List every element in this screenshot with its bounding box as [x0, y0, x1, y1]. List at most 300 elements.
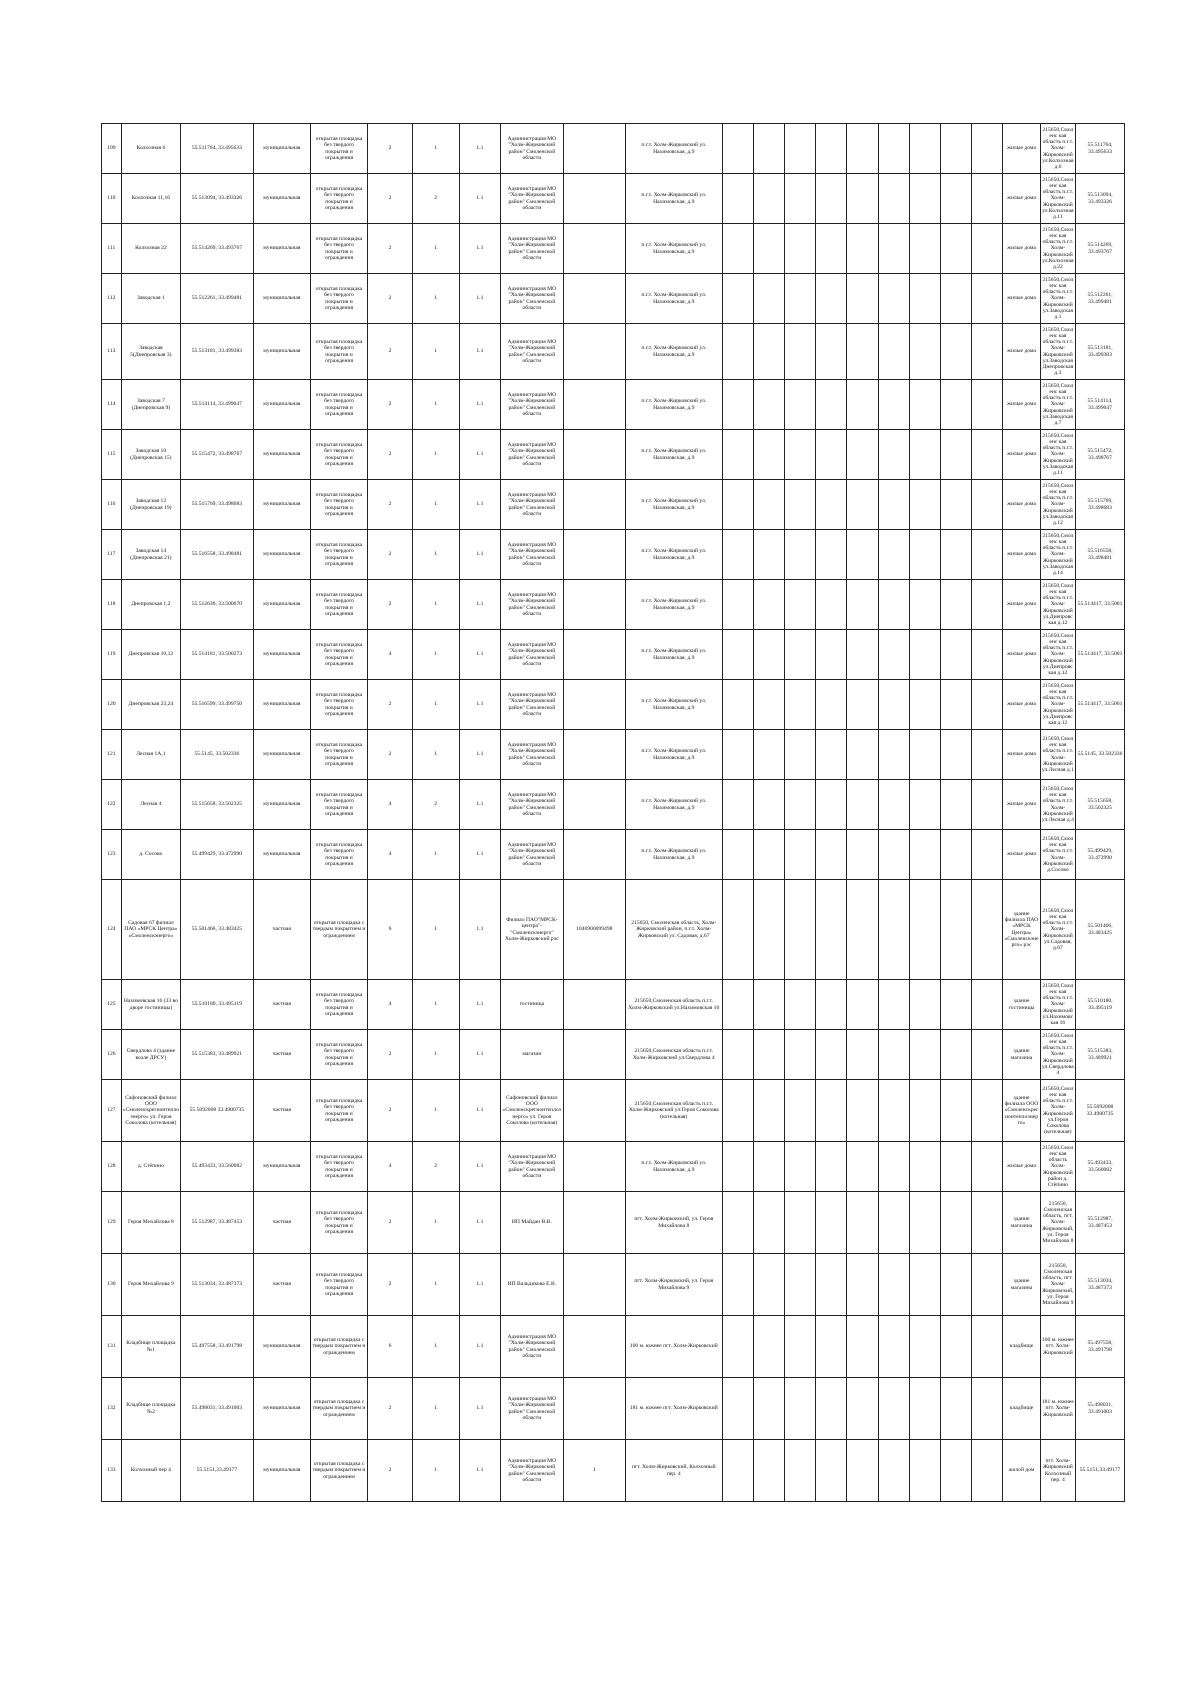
cell-empty: [909, 580, 940, 630]
cell-ogrn: [563, 174, 625, 224]
cell-empty: [753, 780, 784, 830]
cell-operator: Администрация МО "Холм-Жирковский район" Смоленской области: [501, 274, 563, 324]
cell-empty: [878, 580, 909, 630]
cell-empty: [722, 430, 753, 480]
cell-owner: муниципальная: [253, 1142, 310, 1192]
table-row: [102, 780, 1125, 830]
cell-empty: [878, 1080, 909, 1142]
table-body: [102, 124, 1125, 1502]
cell-empty: [816, 580, 847, 630]
cell-name: Заводская 7 (Днепровская 9): [121, 380, 180, 430]
cell-ogrn: [563, 630, 625, 680]
cell-area: 2: [368, 224, 413, 274]
cell-src_addr: 215650,Смоленс кая область п.г.т. Холм-Жирковский ул.Колхозная д.22: [1040, 224, 1075, 274]
cell-ogrn: [563, 430, 625, 480]
cell-ogrn: [563, 1030, 625, 1080]
cell-empty: [940, 730, 971, 780]
table-row: [102, 1254, 1125, 1316]
cell-source: жилые дома: [1003, 224, 1040, 274]
cell-containers: 1: [412, 1192, 459, 1254]
cell-source: здание магазина: [1003, 1254, 1040, 1316]
cell-empty: [878, 1142, 909, 1192]
cell-area: 2: [368, 1080, 413, 1142]
cell-empty: [940, 680, 971, 730]
cell-empty: [784, 680, 815, 730]
cell-src_coords: 55.5092008 33.4900735: [1076, 1080, 1125, 1142]
cell-empty: [784, 830, 815, 880]
cell-address: п.г.т. Холм-Жирковский ул. Нахимовская, д.9: [625, 174, 722, 224]
cell-ogrn: [563, 1080, 625, 1142]
cell-surface: открытая площадка без твердого покрытия и ограждения: [310, 730, 367, 780]
cell-empty: [784, 1030, 815, 1080]
cell-ogrn: [563, 830, 625, 880]
cell-operator: Администрация МО "Холм-Жирковский район" Смоленской области: [501, 1378, 563, 1440]
cell-src_addr: 215650,Смоленс кая область п.г.т. Холм-Жирковский ул.Садовая, д.67: [1040, 880, 1075, 980]
cell-empty: [722, 1378, 753, 1440]
cell-empty: [909, 174, 940, 224]
table-row: [102, 430, 1125, 480]
cell-containers: 1: [412, 830, 459, 880]
cell-empty: [878, 830, 909, 880]
cell-source: здание гостиницы: [1003, 980, 1040, 1030]
cell-empty: [816, 1440, 847, 1502]
cell-src_coords: 55.515472, 33.498767: [1076, 430, 1125, 480]
cell-owner: частная: [253, 880, 310, 980]
cell-empty: [816, 730, 847, 780]
cell-address: п.г.т. Холм-Жирковский ул. Нахимовская, д.9: [625, 324, 722, 380]
cell-address: п.г.т. Холм-Жирковский ул. Нахимовская, д.9: [625, 430, 722, 480]
cell-name: Сафоновский филиал ООО «Смоленскрегионтеплоэнерго» ул. Героя Соколова (котельная): [121, 1080, 180, 1142]
cell-name: Героя Михайлова 8: [121, 1192, 180, 1254]
cell-empty: [722, 630, 753, 680]
cell-empty: [816, 380, 847, 430]
cell-surface: открытая площадка без твердого покрытия и ограждения: [310, 380, 367, 430]
cell-empty: [847, 1378, 878, 1440]
cell-empty: [972, 430, 1003, 480]
cell-source: здание филиала ПАО «МРСК Центра» «Смоленскэнерго» рэс: [1003, 880, 1040, 980]
cell-address: п.г.т. Холм-Жирковский ул. Нахимовская, д.9: [625, 1142, 722, 1192]
cell-empty: [722, 780, 753, 830]
cell-area: 2: [368, 1030, 413, 1080]
cell-name: Заводская 10 (Днепровская 15): [121, 430, 180, 480]
cell-empty: [722, 1080, 753, 1142]
cell-empty: [972, 630, 1003, 680]
cell-empty: [878, 880, 909, 980]
cell-empty: [972, 1254, 1003, 1316]
cell-empty: [972, 780, 1003, 830]
cell-coords: 55.512636, 33.500670: [181, 580, 254, 630]
cell-empty: [847, 1254, 878, 1316]
cell-empty: [753, 324, 784, 380]
cell-name: Заводская 14 (Днепровская 21): [121, 530, 180, 580]
cell-n: 114: [102, 380, 122, 430]
cell-src_coords: 55.512987, 33.487453: [1076, 1192, 1125, 1254]
cell-owner: муниципальная: [253, 630, 310, 680]
cell-empty: [784, 430, 815, 480]
cell-surface: открытая площадка без твердого покрытия и ограждения: [310, 780, 367, 830]
cell-ogrn: [563, 1142, 625, 1192]
cell-empty: [784, 1192, 815, 1254]
cell-name: д. Стёпино: [121, 1142, 180, 1192]
cell-volume: 1.1: [459, 380, 501, 430]
cell-owner: муниципальная: [253, 730, 310, 780]
cell-volume: 1.1: [459, 880, 501, 980]
cell-surface: открытая площадка с твердым покрытием и ограждением: [310, 1316, 367, 1378]
cell-address: п.г.т. Холм-Жирковский ул. Нахимовская, д.9: [625, 780, 722, 830]
cell-empty: [722, 480, 753, 530]
cell-n: 118: [102, 580, 122, 630]
cell-empty: [784, 580, 815, 630]
cell-empty: [816, 1030, 847, 1080]
cell-name: Заводская 1: [121, 274, 180, 324]
cell-src_coords: 55.511764, 33.495633: [1076, 124, 1125, 174]
cell-empty: [847, 1440, 878, 1502]
cell-empty: [878, 430, 909, 480]
cell-volume: 1.1: [459, 730, 501, 780]
cell-coords: 55.514114, 33.499047: [181, 380, 254, 430]
cell-owner: частная: [253, 1192, 310, 1254]
cell-empty: [847, 830, 878, 880]
cell-src_coords: 55.514417, 33.5001: [1076, 680, 1125, 730]
cell-n: 121: [102, 730, 122, 780]
cell-empty: [847, 980, 878, 1030]
cell-ogrn: [563, 680, 625, 730]
cell-surface: открытая площадка с твердым покрытием и ограждением: [310, 1378, 367, 1440]
cell-coords: 55.512261, 33.499481: [181, 274, 254, 324]
cell-operator: Администрация МО "Холм-Жирковский район" Смоленской области: [501, 580, 563, 630]
cell-empty: [878, 1030, 909, 1080]
cell-empty: [784, 1316, 815, 1378]
cell-empty: [722, 1316, 753, 1378]
cell-src_addr: 215650,Смоленс кая область п.г.т. Холм-Жирковский ул.Заводская д.14: [1040, 530, 1075, 580]
cell-source: жилые дома: [1003, 730, 1040, 780]
cell-coords: 55.516558, 33.498481: [181, 530, 254, 580]
cell-surface: открытая площадка без твердого покрытия и ограждения: [310, 430, 367, 480]
cell-n: 109: [102, 124, 122, 174]
cell-n: 131: [102, 1316, 122, 1378]
cell-name: Колхозная 11,16: [121, 174, 180, 224]
cell-empty: [940, 1142, 971, 1192]
cell-coords: 55.5151,33.49177: [181, 1440, 254, 1502]
cell-empty: [847, 174, 878, 224]
cell-src_addr: 215650,Смоленс кая область п.г.т. Холм-Жирковский ул.Заводская д.1: [1040, 274, 1075, 324]
table-row: [102, 880, 1125, 980]
cell-area: 2: [368, 174, 413, 224]
cell-surface: открытая площадка без твердого покрытия и ограждения: [310, 980, 367, 1030]
table-row: [102, 274, 1125, 324]
cell-empty: [847, 324, 878, 380]
cell-address: п.г.т. Холм-Жирковский ул. Нахимовская, д.9: [625, 630, 722, 680]
cell-ogrn: [563, 324, 625, 380]
cell-containers: 2: [412, 174, 459, 224]
cell-volume: 1.1: [459, 780, 501, 830]
cell-ogrn: [563, 480, 625, 530]
cell-area: 2: [368, 274, 413, 324]
cell-owner: муниципальная: [253, 324, 310, 380]
table-row: [102, 1192, 1125, 1254]
cell-n: 120: [102, 680, 122, 730]
cell-owner: муниципальная: [253, 224, 310, 274]
table-row: [102, 124, 1125, 174]
cell-empty: [816, 980, 847, 1030]
cell-area: 4: [368, 830, 413, 880]
cell-empty: [940, 430, 971, 480]
cell-empty: [753, 174, 784, 224]
cell-src_addr: 181 м. южнее пгт. Холм-Жирковский: [1040, 1378, 1075, 1440]
cell-area: 2: [368, 480, 413, 530]
cell-surface: открытая площадка без твердого покрытия и ограждения: [310, 580, 367, 630]
cell-coords: 55.498031, 33.491003: [181, 1378, 254, 1440]
cell-containers: 1: [412, 430, 459, 480]
cell-source: кладбище: [1003, 1378, 1040, 1440]
cell-area: 2: [368, 380, 413, 430]
cell-surface: открытая площадка с твердым покрытием и ограждением: [310, 1440, 367, 1502]
cell-owner: муниципальная: [253, 1316, 310, 1378]
cell-operator: Администрация МО "Холм-Жирковский район" Смоленской области: [501, 430, 563, 480]
cell-containers: 1: [412, 224, 459, 274]
cell-empty: [847, 780, 878, 830]
cell-empty: [816, 530, 847, 580]
cell-empty: [878, 174, 909, 224]
cell-n: 122: [102, 780, 122, 830]
cell-address: 215650,Смоленская область п.г.т. Холм-Жирковский ул.Свердлова 4: [625, 1030, 722, 1080]
cell-name: Свердлова 4 (здание возле ДРСУ): [121, 1030, 180, 1080]
cell-empty: [816, 1192, 847, 1254]
cell-empty: [816, 1142, 847, 1192]
cell-surface: открытая площадка без твердого покрытия и ограждения: [310, 480, 367, 530]
cell-empty: [722, 1142, 753, 1192]
cell-ogrn: [563, 274, 625, 324]
cell-src_coords: 55.513181, 33.499383: [1076, 324, 1125, 380]
cell-src_coords: 55.515658, 33.502325: [1076, 780, 1125, 830]
cell-empty: [972, 1440, 1003, 1502]
cell-empty: [816, 274, 847, 324]
cell-src_coords: 55.5145, 33.502336: [1076, 730, 1125, 780]
cell-name: Заводская 12 (Днепровская 19): [121, 480, 180, 530]
cell-address: п.г.т. Холм-Жирковский ул. Нахимовская, д.9: [625, 830, 722, 880]
cell-src_addr: 215650,Смоленс кая область п.г.т. Холм-Жирковский ул.Днепровская д.12: [1040, 630, 1075, 680]
cell-src_coords: 55.499429, 33.472990: [1076, 830, 1125, 880]
cell-empty: [940, 224, 971, 274]
cell-empty: [940, 1254, 971, 1316]
cell-empty: [940, 480, 971, 530]
cell-src_coords: 55.515383, 33.489921: [1076, 1030, 1125, 1080]
cell-empty: [909, 1080, 940, 1142]
cell-volume: 1.1: [459, 174, 501, 224]
cell-src_coords: 55.5151,33.49177: [1076, 1440, 1125, 1502]
cell-operator: Администрация МО "Холм-Жирковский район" Смоленской области: [501, 324, 563, 380]
cell-empty: [847, 530, 878, 580]
cell-operator: ИП Вальдикова Е.В.: [501, 1254, 563, 1316]
cell-containers: 1: [412, 530, 459, 580]
cell-n: 111: [102, 224, 122, 274]
cell-empty: [972, 224, 1003, 274]
cell-empty: [847, 430, 878, 480]
cell-empty: [784, 124, 815, 174]
cell-empty: [972, 880, 1003, 980]
cell-containers: 1: [412, 730, 459, 780]
cell-empty: [878, 480, 909, 530]
cell-coords: 55.516599, 33.499750: [181, 680, 254, 730]
cell-empty: [940, 630, 971, 680]
cell-ogrn: 1: [563, 1440, 625, 1502]
cell-area: 2: [368, 1378, 413, 1440]
cell-address: п.г.т. Холм-Жирковский ул. Нахимовская, д.9: [625, 730, 722, 780]
cell-area: 2: [368, 124, 413, 174]
cell-containers: 1: [412, 1030, 459, 1080]
cell-empty: [753, 1316, 784, 1378]
cell-containers: 1: [412, 274, 459, 324]
table-row: [102, 530, 1125, 580]
cell-empty: [972, 174, 1003, 224]
cell-empty: [847, 680, 878, 730]
cell-area: 2: [368, 530, 413, 580]
cell-name: Колхозный пер 4: [121, 1440, 180, 1502]
cell-empty: [847, 124, 878, 174]
table-row: [102, 1142, 1125, 1192]
cell-coords: 55.514181, 33.500273: [181, 630, 254, 680]
cell-empty: [972, 380, 1003, 430]
cell-containers: 1: [412, 580, 459, 630]
cell-address: п.г.т. Холм-Жирковский ул. Нахимовская, д.9: [625, 124, 722, 174]
cell-area: 6: [368, 1316, 413, 1378]
cell-empty: [972, 580, 1003, 630]
cell-empty: [722, 124, 753, 174]
cell-empty: [909, 530, 940, 580]
cell-owner: муниципальная: [253, 830, 310, 880]
cell-operator: Филиал ПАО"МРСК-центра"-"Смоленскэнерго" Холм-Жирковский рэс: [501, 880, 563, 980]
cell-operator: ИП Майдан В.В.: [501, 1192, 563, 1254]
cell-area: 2: [368, 430, 413, 480]
cell-src_addr: 215650,Смоленс кая область п.г.т. Холм-Жирковский ул.Лесная д.1: [1040, 730, 1075, 780]
cell-containers: 2: [412, 780, 459, 830]
cell-surface: открытая площадка без твердого покрытия и ограждения: [310, 1030, 367, 1080]
cell-containers: 1: [412, 480, 459, 530]
cell-empty: [816, 1254, 847, 1316]
cell-empty: [753, 1378, 784, 1440]
cell-source: здание магазина: [1003, 1030, 1040, 1080]
cell-empty: [784, 1142, 815, 1192]
cell-empty: [753, 1142, 784, 1192]
cell-n: 123: [102, 830, 122, 880]
cell-area: 4: [368, 780, 413, 830]
cell-empty: [816, 830, 847, 880]
cell-owner: муниципальная: [253, 174, 310, 224]
cell-empty: [972, 1192, 1003, 1254]
cell-n: 115: [102, 430, 122, 480]
cell-empty: [878, 780, 909, 830]
cell-name: Колхозная 22: [121, 224, 180, 274]
cell-operator: Администрация МО "Холм-Жирковский район" Смоленской области: [501, 480, 563, 530]
cell-empty: [753, 530, 784, 580]
cell-volume: 1.1: [459, 630, 501, 680]
cell-owner: муниципальная: [253, 124, 310, 174]
cell-owner: частная: [253, 1030, 310, 1080]
cell-address: 215650, Смоленская область, Холм-Жирковский район, п.г.т. Холм-Жирковский ул. Садовая, д.67: [625, 880, 722, 980]
cell-area: 6: [368, 880, 413, 980]
cell-src_coords: 55.510180, 33.495119: [1076, 980, 1125, 1030]
cell-source: жилые дома: [1003, 680, 1040, 730]
cell-name: Лесная 4: [121, 780, 180, 830]
cell-empty: [784, 630, 815, 680]
cell-area: 2: [368, 1440, 413, 1502]
cell-ogrn: [563, 1316, 625, 1378]
cell-n: 119: [102, 630, 122, 680]
cell-source: жилые дома: [1003, 580, 1040, 630]
cell-n: 129: [102, 1192, 122, 1254]
cell-containers: 1: [412, 324, 459, 380]
cell-empty: [784, 480, 815, 530]
cell-n: 125: [102, 980, 122, 1030]
cell-source: жилые дома: [1003, 274, 1040, 324]
cell-empty: [972, 530, 1003, 580]
cell-source: жилые дома: [1003, 1142, 1040, 1192]
cell-volume: 1.1: [459, 224, 501, 274]
cell-empty: [878, 1254, 909, 1316]
cell-volume: 1.1: [459, 1254, 501, 1316]
cell-n: 110: [102, 174, 122, 224]
cell-empty: [940, 174, 971, 224]
cell-empty: [722, 174, 753, 224]
cell-coords: 55.499429, 33.472990: [181, 830, 254, 880]
cell-empty: [972, 680, 1003, 730]
cell-empty: [878, 124, 909, 174]
cell-coords: 55.5092008 33.4900735: [181, 1080, 254, 1142]
cell-coords: 55.515769, 33.498683: [181, 480, 254, 530]
cell-empty: [722, 530, 753, 580]
cell-coords: 55.510180, 33.495119: [181, 980, 254, 1030]
cell-surface: открытая площадка без твердого покрытия и ограждения: [310, 1142, 367, 1192]
cell-src_coords: 55.514269, 33.493767: [1076, 224, 1125, 274]
cell-ogrn: [563, 1192, 625, 1254]
cell-empty: [753, 430, 784, 480]
cell-surface: открытая площадка без твердого покрытия и ограждения: [310, 680, 367, 730]
cell-volume: 1.1: [459, 480, 501, 530]
cell-surface: открытая площадка без твердого покрытия и ограждения: [310, 830, 367, 880]
cell-empty: [972, 980, 1003, 1030]
cell-ogrn: [563, 1254, 625, 1316]
cell-empty: [878, 1192, 909, 1254]
cell-empty: [753, 830, 784, 880]
cell-ogrn: [563, 730, 625, 780]
cell-empty: [784, 1080, 815, 1142]
cell-owner: муниципальная: [253, 480, 310, 530]
cell-src_addr: 215650,Смоленс кая область п.г.т. Холм-Жирковский ул.Героя Соколова (котельная): [1040, 1080, 1075, 1142]
cell-surface: открытая площадка без твердого покрытия и ограждения: [310, 124, 367, 174]
cell-source: жилые дома: [1003, 124, 1040, 174]
cell-empty: [878, 530, 909, 580]
cell-empty: [972, 124, 1003, 174]
cell-area: 4: [368, 1142, 413, 1192]
cell-n: 112: [102, 274, 122, 324]
cell-empty: [722, 1192, 753, 1254]
cell-coords: 55.501466, 33.483425: [181, 880, 254, 980]
cell-source: здание магазина: [1003, 1192, 1040, 1254]
cell-surface: открытая площадка без твердого покрытия и ограждения: [310, 630, 367, 680]
cell-empty: [847, 630, 878, 680]
cell-src_addr: 215650,Смоленс кая область п.г.т. Холм-Жирковский ул.Колхозная д.6: [1040, 124, 1075, 174]
cell-volume: 1.1: [459, 530, 501, 580]
cell-src_addr: 215650,Смоленс кая область п.г.т. Холм-Жирковский ул.Заводская Днепровская д.3: [1040, 324, 1075, 380]
cell-empty: [753, 1254, 784, 1316]
cell-empty: [972, 1378, 1003, 1440]
cell-n: 127: [102, 1080, 122, 1142]
cell-empty: [909, 680, 940, 730]
cell-volume: 1.1: [459, 430, 501, 480]
cell-empty: [784, 880, 815, 980]
cell-empty: [816, 430, 847, 480]
cell-surface: открытая площадка без твердого покрытия и ограждения: [310, 1192, 367, 1254]
